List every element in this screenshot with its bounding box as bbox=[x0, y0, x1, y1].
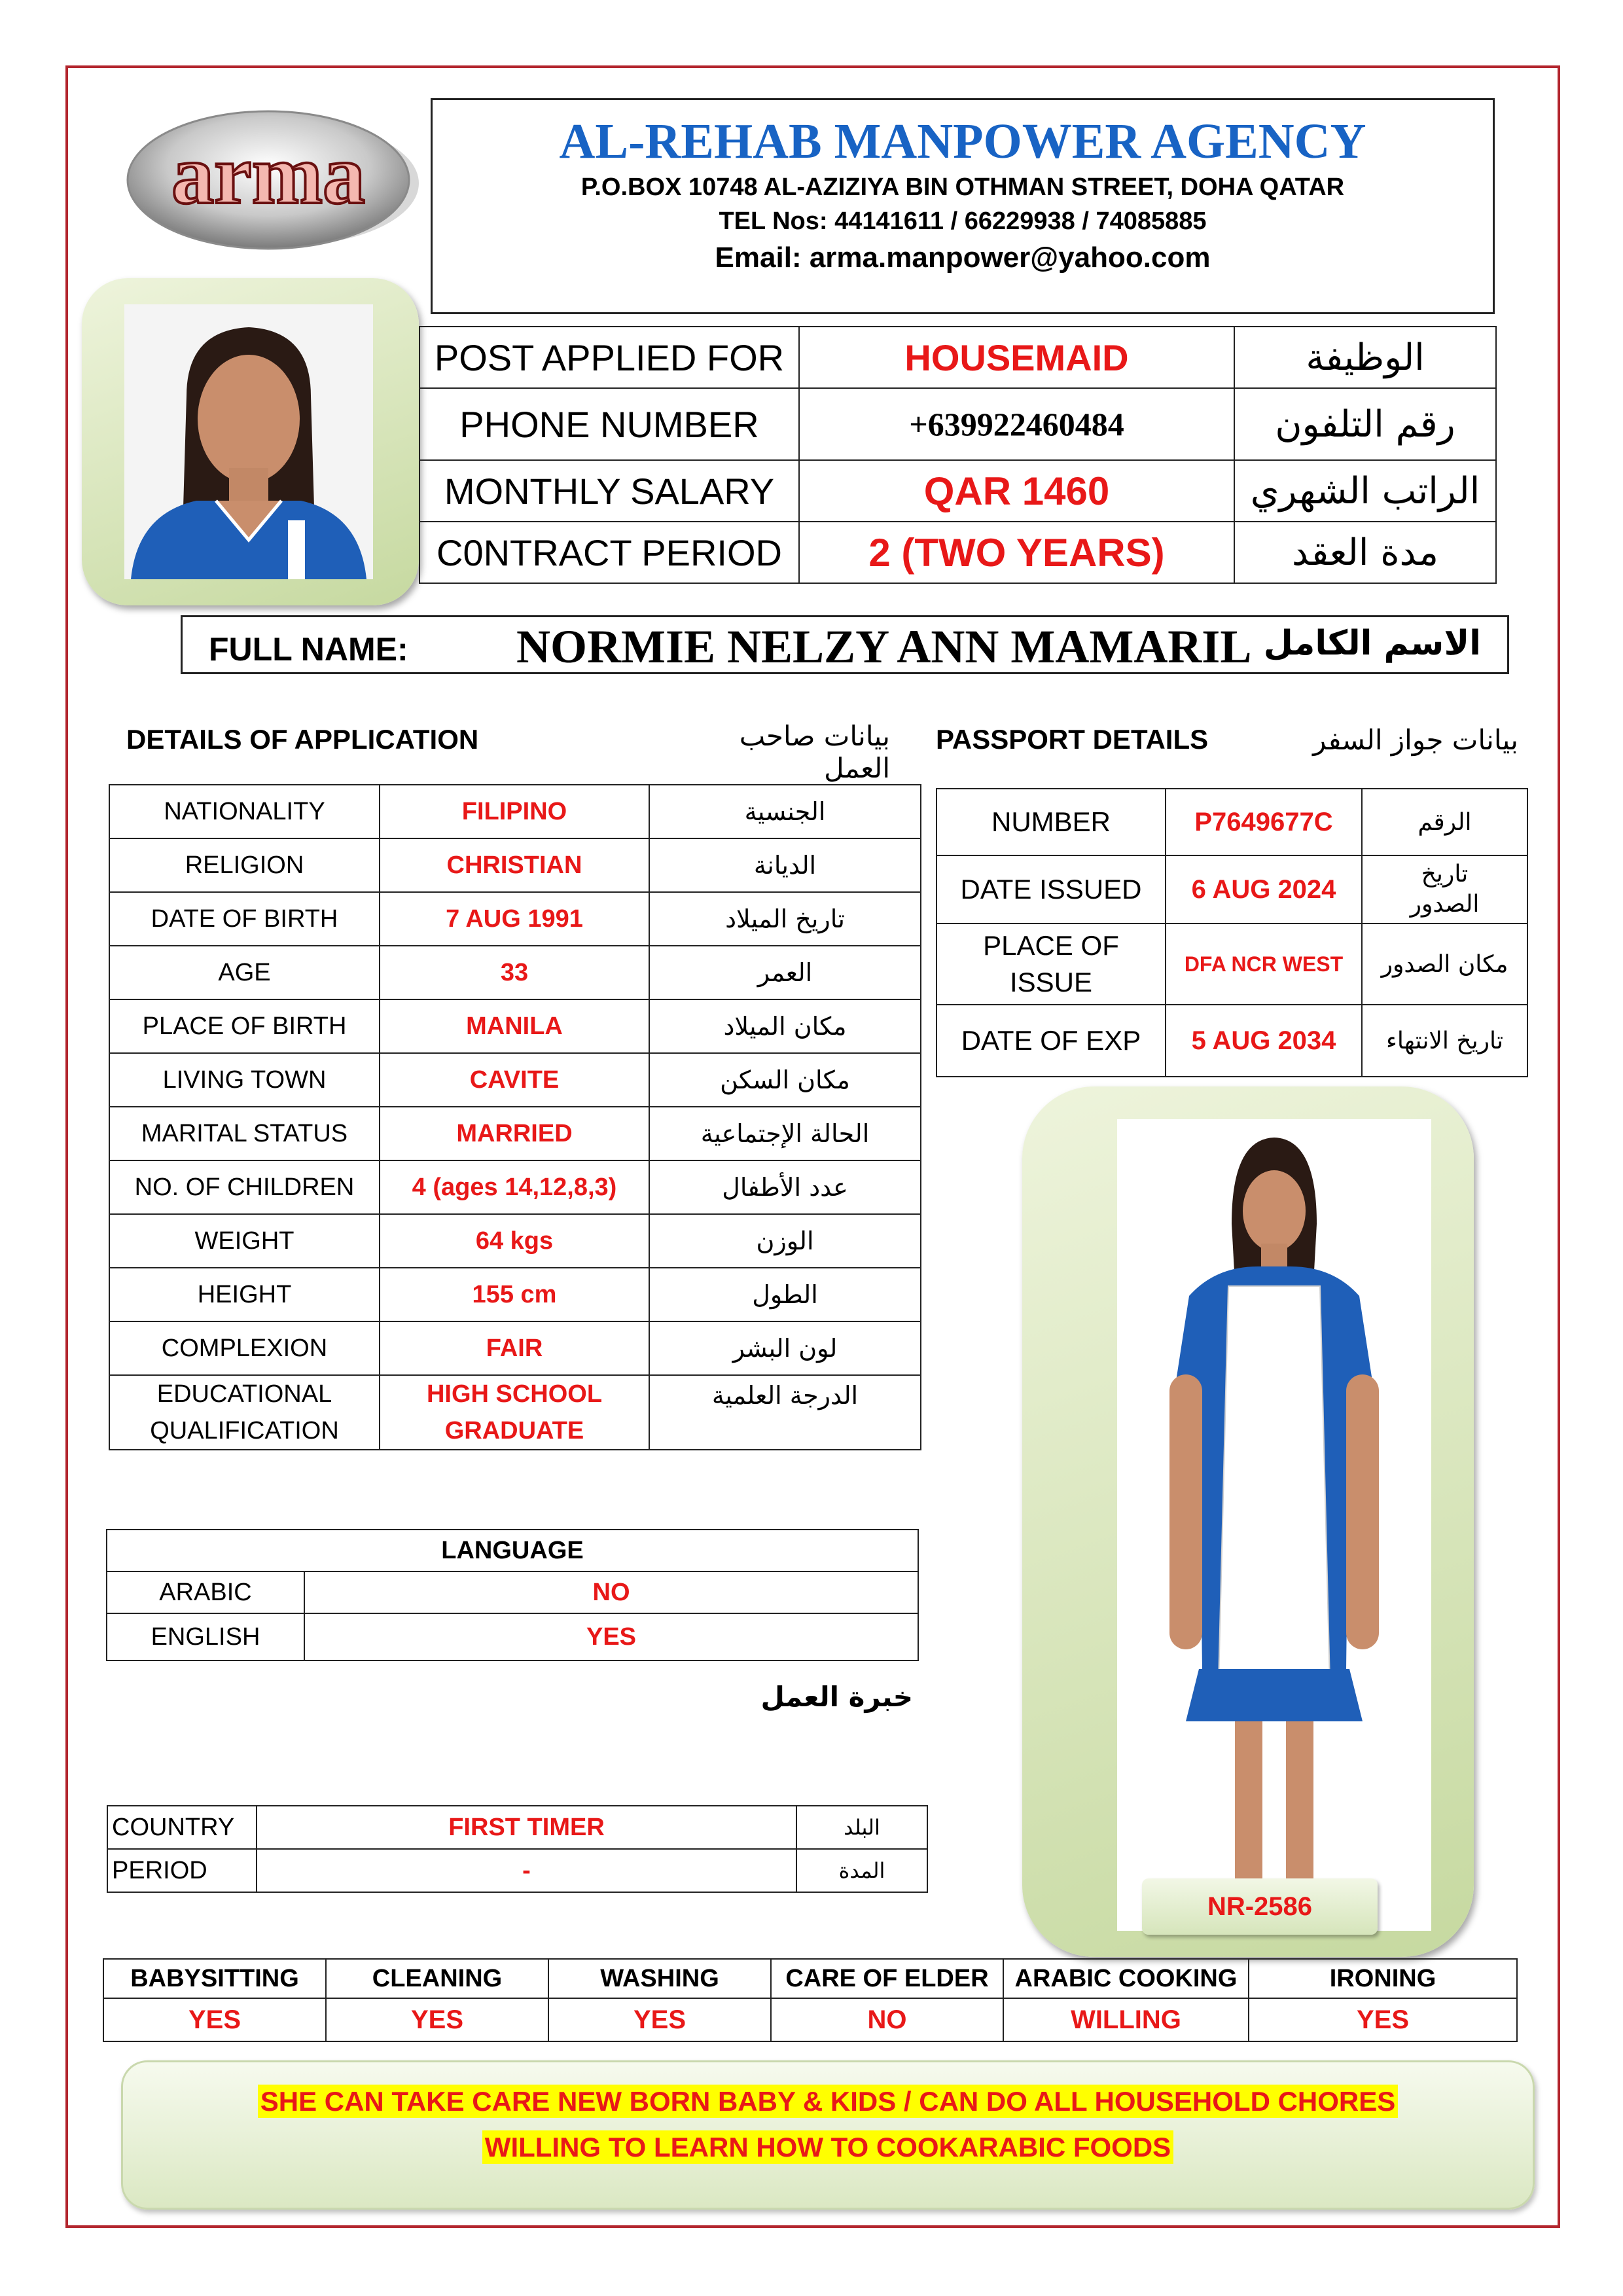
table-row bbox=[419, 522, 1496, 583]
period-value: - bbox=[257, 1849, 796, 1892]
table-row bbox=[936, 789, 1527, 855]
headshot-frame bbox=[82, 278, 419, 605]
table-row bbox=[419, 460, 1496, 522]
table-row bbox=[109, 892, 921, 946]
row-label: MARITAL STATUS bbox=[109, 1107, 380, 1160]
skill-value: YES bbox=[548, 1998, 771, 2041]
row-value: MANILA bbox=[380, 999, 649, 1053]
passport-issued-label: DATE ISSUED bbox=[936, 855, 1166, 924]
passport-place-arabic: مكان الصدور bbox=[1362, 924, 1527, 1005]
row-value: FILIPINO bbox=[380, 785, 649, 838]
agency-address: P.O.BOX 10748 AL-AZIZIYA BIN OTHMAN STREET, DOHA QATAR bbox=[580, 173, 1345, 201]
table-row bbox=[109, 1268, 921, 1321]
table-row bbox=[936, 855, 1527, 924]
passport-number-arabic: الرقم bbox=[1362, 789, 1527, 855]
salary-value: QAR 1460 bbox=[799, 460, 1234, 522]
issued-arabic-2: الصدور bbox=[1410, 891, 1480, 918]
language-value: YES bbox=[304, 1613, 918, 1660]
skill-label: CLEANING bbox=[326, 1959, 548, 1998]
table-row bbox=[109, 1375, 921, 1450]
passport-place-value: DFA NCR WEST bbox=[1166, 924, 1362, 1005]
row-arabic: العمر bbox=[649, 946, 921, 999]
reference-code: NR-2586 bbox=[1207, 1892, 1313, 1921]
logo-text: arma bbox=[171, 128, 365, 222]
table-row bbox=[109, 1053, 921, 1107]
row-label: COMPLEXION bbox=[109, 1321, 380, 1375]
country-arabic: البلد bbox=[796, 1806, 927, 1849]
experience-title-arabic: خبرة العمل bbox=[760, 1681, 913, 1713]
headshot-photo bbox=[124, 304, 373, 579]
table-row bbox=[419, 388, 1496, 460]
salary-arabic: الراتب الشهري bbox=[1234, 460, 1496, 522]
language-title: LANGUAGE bbox=[107, 1530, 918, 1571]
table-row bbox=[109, 838, 921, 892]
phone-value: +639922460484 bbox=[799, 388, 1234, 460]
full-name-value: NORMIE NELZY ANN MAMARIL bbox=[516, 620, 1252, 673]
passport-number-value: P7649677C bbox=[1166, 789, 1362, 855]
row-arabic: مكان السكن bbox=[649, 1053, 921, 1107]
remarks-banner bbox=[121, 2060, 1535, 2210]
row-arabic: عدد الأطفال bbox=[649, 1160, 921, 1214]
row-label: NATIONALITY bbox=[109, 785, 380, 838]
row-label: AGE bbox=[109, 946, 380, 999]
passport-expiry-label: DATE OF EXP bbox=[936, 1005, 1166, 1077]
table-row bbox=[109, 1160, 921, 1214]
passport-title: PASSPORT DETAILS bbox=[936, 724, 1209, 755]
skill-value: NO bbox=[771, 1998, 1003, 2041]
contract-value: 2 (TWO YEARS) bbox=[799, 522, 1234, 583]
full-name-box bbox=[181, 615, 1509, 674]
remarks-line-2: WILLING TO LEARN HOW TO COOKARABIC FOODS bbox=[482, 2130, 1173, 2164]
full-body-photo bbox=[1117, 1119, 1431, 1931]
passport-issued-value: 6 AUG 2024 bbox=[1166, 855, 1362, 924]
table-row bbox=[103, 1959, 1517, 1998]
table-row bbox=[936, 924, 1527, 1005]
skill-label: BABYSITTING bbox=[103, 1959, 326, 1998]
row-arabic: تاريخ الميلاد bbox=[649, 892, 921, 946]
skill-label: ARABIC COOKING bbox=[1003, 1959, 1249, 1998]
table-row bbox=[109, 1107, 921, 1160]
application-title: DETAILS OF APPLICATION bbox=[126, 724, 479, 755]
table-row bbox=[107, 1806, 927, 1849]
passport-title-arabic: بيانات جواز السفر bbox=[1313, 724, 1518, 756]
agency-phones: TEL Nos: 44141611 / 66229938 / 74085885 bbox=[719, 207, 1207, 235]
agency-header bbox=[431, 98, 1495, 314]
language-label: ENGLISH bbox=[107, 1613, 304, 1660]
passport-table bbox=[936, 788, 1528, 1077]
application-table bbox=[109, 784, 921, 1450]
education-label-1: EDUCATIONAL bbox=[156, 1380, 332, 1408]
agency-logo bbox=[118, 105, 432, 255]
row-arabic: مكان الميلاد bbox=[649, 999, 921, 1053]
row-label: RELIGION bbox=[109, 838, 380, 892]
row-label: HEIGHT bbox=[109, 1268, 380, 1321]
passport-place-label bbox=[936, 924, 1166, 1005]
full-body-frame bbox=[1022, 1086, 1474, 1957]
period-label: PERIOD bbox=[107, 1849, 257, 1892]
post-details-table bbox=[419, 326, 1497, 584]
row-arabic: الجنسية bbox=[649, 785, 921, 838]
skill-label: WASHING bbox=[548, 1959, 771, 1998]
row-value: 64 kgs bbox=[380, 1214, 649, 1268]
passport-number-label: NUMBER bbox=[936, 789, 1166, 855]
row-value: 4 (ages 14,12,8,3) bbox=[380, 1160, 649, 1214]
row-label: PLACE OF BIRTH bbox=[109, 999, 380, 1053]
country-label: COUNTRY bbox=[107, 1806, 257, 1849]
table-row bbox=[103, 1998, 1517, 2041]
remarks-line-1: SHE CAN TAKE CARE NEW BORN BABY & KIDS / CAN DO ALL HOUSEHOLD CHORES bbox=[258, 2085, 1399, 2118]
post-value: HOUSEMAID bbox=[799, 327, 1234, 388]
skill-value: YES bbox=[326, 1998, 548, 2041]
row-value: CHRISTIAN bbox=[380, 838, 649, 892]
row-label: DATE OF BIRTH bbox=[109, 892, 380, 946]
table-row bbox=[109, 946, 921, 999]
row-arabic: لون البشر bbox=[649, 1321, 921, 1375]
education-label-2: QUALIFICATION bbox=[150, 1417, 339, 1444]
phone-arabic: رقم التلفون bbox=[1234, 388, 1496, 460]
row-arabic: الطول bbox=[649, 1268, 921, 1321]
post-arabic: الوظيفة bbox=[1234, 327, 1496, 388]
period-arabic: المدة bbox=[796, 1849, 927, 1892]
contract-arabic: مدة العقد bbox=[1234, 522, 1496, 583]
passport-expiry-arabic: تاريخ الانتهاء bbox=[1362, 1005, 1527, 1077]
row-label: NO. OF CHILDREN bbox=[109, 1160, 380, 1214]
table-row bbox=[107, 1530, 918, 1571]
row-value: CAVITE bbox=[380, 1053, 649, 1107]
reference-code-tag bbox=[1142, 1878, 1378, 1935]
passport-issued-arabic bbox=[1362, 855, 1527, 924]
education-arabic: الدرجة العلمية bbox=[649, 1375, 921, 1450]
table-row bbox=[109, 999, 921, 1053]
table-row bbox=[419, 327, 1496, 388]
row-value: FAIR bbox=[380, 1321, 649, 1375]
language-label: ARABIC bbox=[107, 1571, 304, 1613]
salary-label: MONTHLY SALARY bbox=[419, 460, 799, 522]
skill-value: YES bbox=[1249, 1998, 1517, 2041]
row-label: LIVING TOWN bbox=[109, 1053, 380, 1107]
row-arabic: الديانة bbox=[649, 838, 921, 892]
education-label bbox=[109, 1375, 380, 1450]
experience-table bbox=[107, 1805, 928, 1893]
skill-label: IRONING bbox=[1249, 1959, 1517, 1998]
country-value: FIRST TIMER bbox=[257, 1806, 796, 1849]
skill-label: CARE OF ELDER bbox=[771, 1959, 1003, 1998]
row-value: MARRIED bbox=[380, 1107, 649, 1160]
phone-label: PHONE NUMBER bbox=[419, 388, 799, 460]
skill-value: YES bbox=[103, 1998, 326, 2041]
contract-label: C0NTRACT PERIOD bbox=[419, 522, 799, 583]
row-arabic: الوزن bbox=[649, 1214, 921, 1268]
place-label-1: PLACE OF bbox=[983, 930, 1119, 961]
passport-expiry-value: 5 AUG 2034 bbox=[1166, 1005, 1362, 1077]
table-row bbox=[109, 1214, 921, 1268]
row-value: 33 bbox=[380, 946, 649, 999]
issued-arabic-1: تاريخ bbox=[1421, 861, 1469, 888]
language-table bbox=[106, 1529, 919, 1661]
table-row bbox=[936, 1005, 1527, 1077]
row-value: 7 AUG 1991 bbox=[380, 892, 649, 946]
place-label-2: ISSUE bbox=[1009, 967, 1093, 997]
table-row bbox=[109, 785, 921, 838]
row-value: 155 cm bbox=[380, 1268, 649, 1321]
education-value-1: HIGH SCHOOL bbox=[426, 1380, 603, 1408]
table-row bbox=[107, 1849, 927, 1892]
row-label: WEIGHT bbox=[109, 1214, 380, 1268]
skill-value: WILLING bbox=[1003, 1998, 1249, 2041]
agency-name: AL-REHAB MANPOWER AGENCY bbox=[559, 114, 1366, 169]
post-label: POST APPLIED FOR bbox=[419, 327, 799, 388]
education-value bbox=[380, 1375, 649, 1450]
language-value: NO bbox=[304, 1571, 918, 1613]
table-row bbox=[109, 1321, 921, 1375]
application-title-arabic: بيانات صاحب العمل bbox=[739, 720, 890, 784]
skills-table bbox=[103, 1958, 1518, 2042]
full-name-label: FULL NAME: bbox=[209, 631, 408, 668]
table-row bbox=[107, 1571, 918, 1613]
row-arabic: الحالة الإجتماعية bbox=[649, 1107, 921, 1160]
table-row bbox=[107, 1613, 918, 1660]
agency-email: Email: arma.manpower@yahoo.com bbox=[715, 242, 1211, 274]
education-value-2: GRADUATE bbox=[444, 1417, 584, 1444]
full-name-arabic: الاسم الكامل bbox=[1263, 624, 1481, 663]
